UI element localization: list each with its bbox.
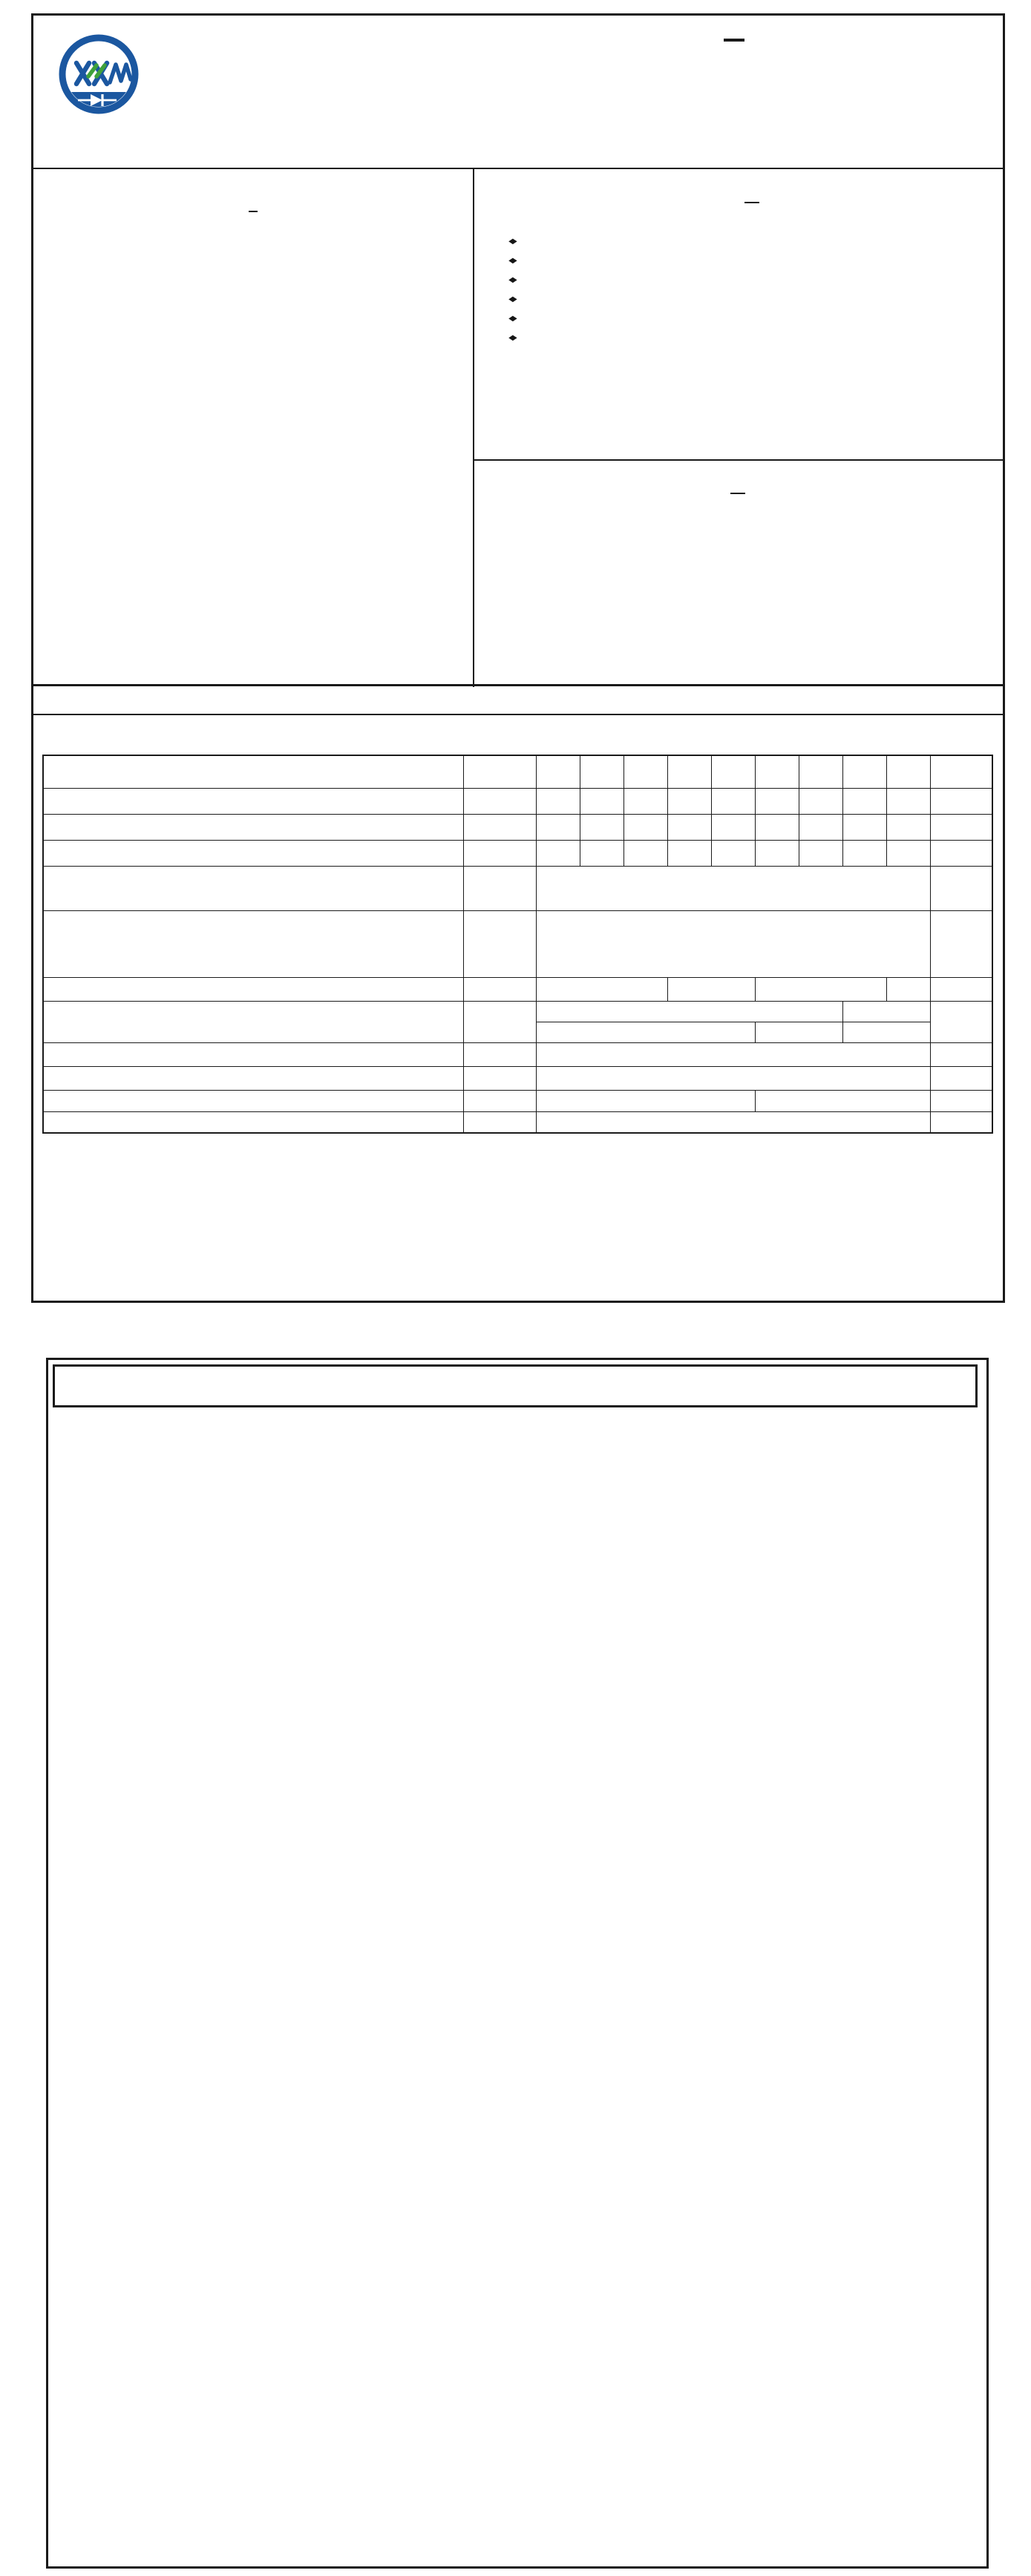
package-name	[249, 208, 258, 212]
ratings-table	[42, 755, 993, 1134]
features-list	[508, 232, 995, 343]
part-column-header	[799, 755, 842, 788]
fig1-plot	[108, 1445, 479, 1734]
part-column-header	[755, 755, 799, 788]
part-column-header	[623, 755, 667, 788]
bullet-icon: ◆	[508, 315, 517, 323]
fig5-plot	[108, 2164, 479, 2454]
part-column-header	[580, 755, 623, 788]
symbols-header	[463, 755, 536, 788]
curves-banner	[53, 1364, 978, 1407]
column-divider	[473, 168, 474, 687]
part-column-header	[536, 755, 580, 788]
mechanical-heading	[730, 490, 745, 494]
page-title	[724, 34, 744, 42]
catalog-header	[43, 755, 463, 788]
ratings-banner	[33, 684, 1003, 715]
part-column-header	[886, 755, 930, 788]
bullet-icon: ◆	[508, 295, 517, 303]
table-row	[43, 1111, 992, 1133]
table-row	[43, 1066, 992, 1090]
figure-1	[69, 1443, 485, 1738]
page-1	[31, 13, 1005, 1303]
mechanical-section	[473, 484, 1003, 523]
figure-4	[529, 1784, 945, 2079]
table-row	[43, 1001, 992, 1022]
part-column-header	[667, 755, 711, 788]
fig4-plot	[568, 1786, 939, 2075]
fig3-plot	[108, 1786, 479, 2075]
figure-6	[529, 2163, 945, 2457]
package-outline-drawing	[53, 232, 457, 648]
bullet-icon: ◆	[508, 276, 517, 284]
figure-3	[69, 1784, 485, 2079]
list-item	[508, 271, 995, 285]
units-header	[930, 755, 992, 788]
list-item	[508, 290, 995, 304]
table-row	[43, 910, 992, 977]
features-section	[508, 194, 995, 348]
header-divider	[33, 168, 1003, 169]
list-item	[508, 252, 995, 266]
part-column-header	[711, 755, 755, 788]
table-row	[43, 1042, 992, 1066]
features-heading	[744, 199, 759, 203]
table-row	[43, 977, 992, 1001]
table-row	[43, 866, 992, 910]
list-item	[508, 329, 995, 343]
list-item	[508, 309, 995, 323]
fig2-plot	[568, 1445, 939, 1734]
table-row	[43, 814, 992, 840]
bullet-icon: ◆	[508, 237, 517, 246]
title-block	[470, 32, 998, 57]
bullet-icon: ◆	[508, 257, 517, 265]
figure-5	[69, 2163, 485, 2457]
page-2	[46, 1358, 989, 2569]
bullet-icon: ◆	[508, 334, 517, 342]
fig6-plot	[568, 2164, 939, 2454]
mechanical-divider	[473, 459, 1003, 461]
list-item	[508, 232, 995, 246]
brand-logo-icon	[50, 29, 148, 125]
table-row	[43, 1090, 992, 1111]
part-column-header	[842, 755, 886, 788]
table-row	[43, 840, 992, 866]
figure-2	[529, 1443, 945, 1738]
table-header-row	[43, 755, 992, 788]
table-row	[43, 788, 992, 814]
